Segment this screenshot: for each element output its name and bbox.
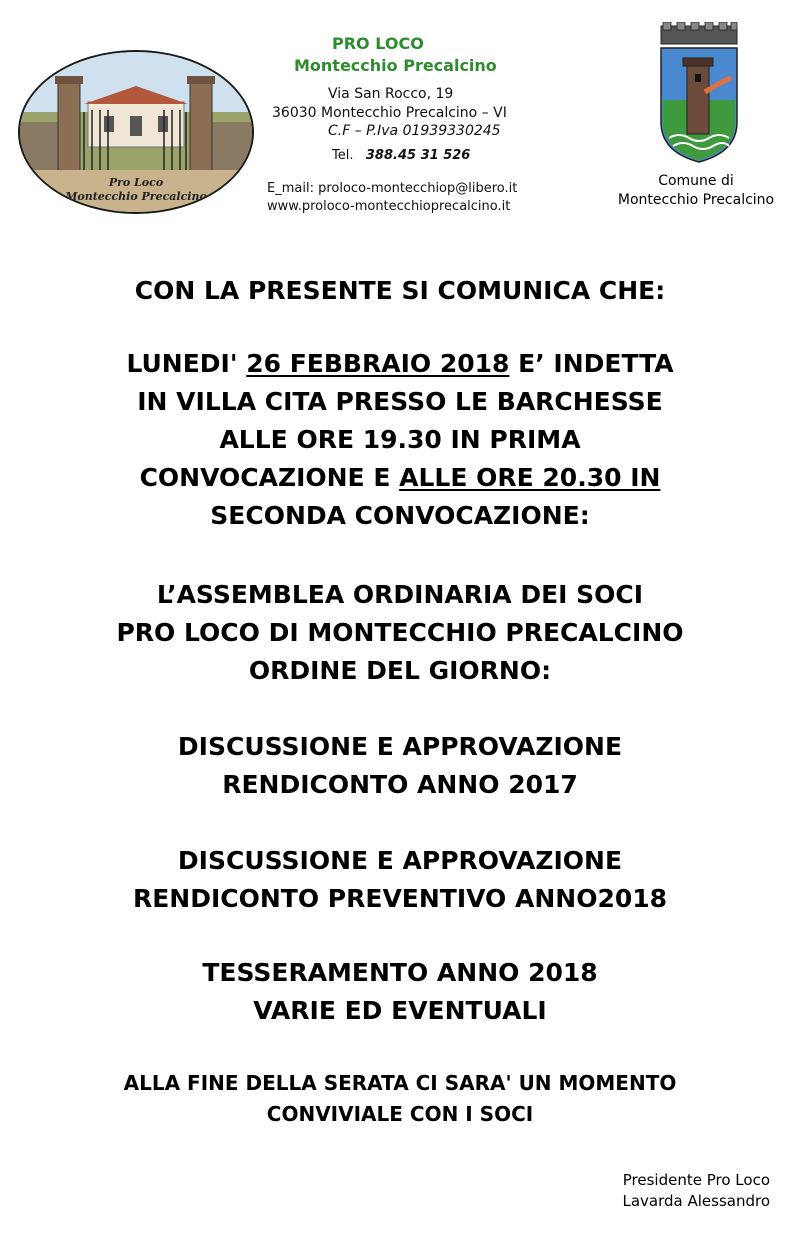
convocation-line-4-a: CONVOCAZIONE E — [139, 463, 391, 492]
logo-text-1: Pro Loco — [108, 176, 164, 189]
agenda-item-1 — [0, 728, 800, 804]
crest-caption-line-2: Montecchio Precalcino — [617, 192, 775, 208]
closing-line-1: ALLA FINE DELLA SERATA CI SARA' UN MOMENTO — [123, 1071, 677, 1095]
pro-loco-logo — [18, 50, 254, 214]
convocation-block — [0, 345, 800, 535]
crest-caption — [596, 172, 796, 210]
agenda-3-line-1: TESSERAMENTO ANNO 2018 — [202, 958, 598, 987]
villa-gate-illustration — [20, 52, 252, 212]
signature-name: Lavarda Alessandro — [622, 1192, 770, 1210]
second-call-time: ALLE ORE 20.30 IN — [399, 463, 661, 492]
tel-line — [332, 148, 470, 163]
municipal-crest-icon — [655, 22, 743, 167]
org-name: PRO LOCO — [332, 34, 424, 53]
weekday: LUNEDI' — [126, 349, 238, 378]
convocation-line-2: IN VILLA CITA PRESSO LE BARCHESSE — [137, 387, 663, 416]
website-link[interactable]: www.proloco-montecchioprecalcino.it — [267, 199, 511, 214]
crest-caption-line-1: Comune di — [658, 173, 734, 189]
tel-label: Tel. — [332, 148, 354, 163]
agenda-item-3 — [0, 954, 800, 1030]
closing-note — [0, 1068, 800, 1130]
org-contact-block — [262, 30, 582, 220]
convocation-line-4 — [0, 459, 800, 497]
convocation-line-3: ALLE ORE 19.30 IN PRIMA — [219, 425, 581, 454]
agenda-1-line-2: RENDICONTO ANNO 2017 — [222, 770, 578, 799]
assembly-block — [0, 576, 800, 690]
meeting-date: 26 FEBBRAIO 2018 — [246, 349, 510, 378]
email-address[interactable]: proloco-montecchiop@libero.it — [318, 181, 518, 196]
assembly-line-1: L’ASSEMBLEA ORDINARIA DEI SOCI — [156, 580, 644, 609]
assembly-line-3: ORDINE DEL GIORNO: — [248, 656, 552, 685]
email-label: E_mail: — [267, 181, 314, 196]
agenda-3-line-2: VARIE ED EVENTUALI — [253, 996, 547, 1025]
convocation-line-5: SECONDA CONVOCAZIONE: — [210, 501, 590, 530]
tel-number: 388.45 31 526 — [365, 148, 471, 163]
agenda-2-line-1: DISCUSSIONE E APPROVAZIONE — [177, 846, 623, 875]
email-line — [267, 181, 517, 196]
intro-line: CON LA PRESENTE SI COMUNICA CHE: — [134, 276, 666, 305]
tax-line: C.F – P.Iva 01939330245 — [328, 123, 501, 139]
assembly-line-2: PRO LOCO DI MONTECCHIO PRECALCINO — [116, 618, 684, 647]
notice-intro — [0, 272, 800, 310]
address-line-2: 36030 Montecchio Precalcino – VI — [272, 105, 507, 121]
org-place: Montecchio Precalcino — [294, 56, 497, 75]
logo-text-2: Montecchio Precalcino — [65, 190, 207, 203]
agenda-1-line-1: DISCUSSIONE E APPROVAZIONE — [177, 732, 623, 761]
signature-block — [622, 1170, 770, 1212]
address-line-1: Via San Rocco, 19 — [328, 86, 454, 102]
convocation-line-1 — [0, 345, 800, 383]
convocation-verb: E’ INDETTA — [518, 349, 674, 378]
signature-role: Presidente Pro Loco — [622, 1171, 770, 1189]
agenda-item-2 — [0, 842, 800, 918]
agenda-2-line-2: RENDICONTO PREVENTIVO ANNO2018 — [132, 884, 668, 913]
closing-line-2: CONVIVIALE CON I SOCI — [266, 1102, 534, 1126]
